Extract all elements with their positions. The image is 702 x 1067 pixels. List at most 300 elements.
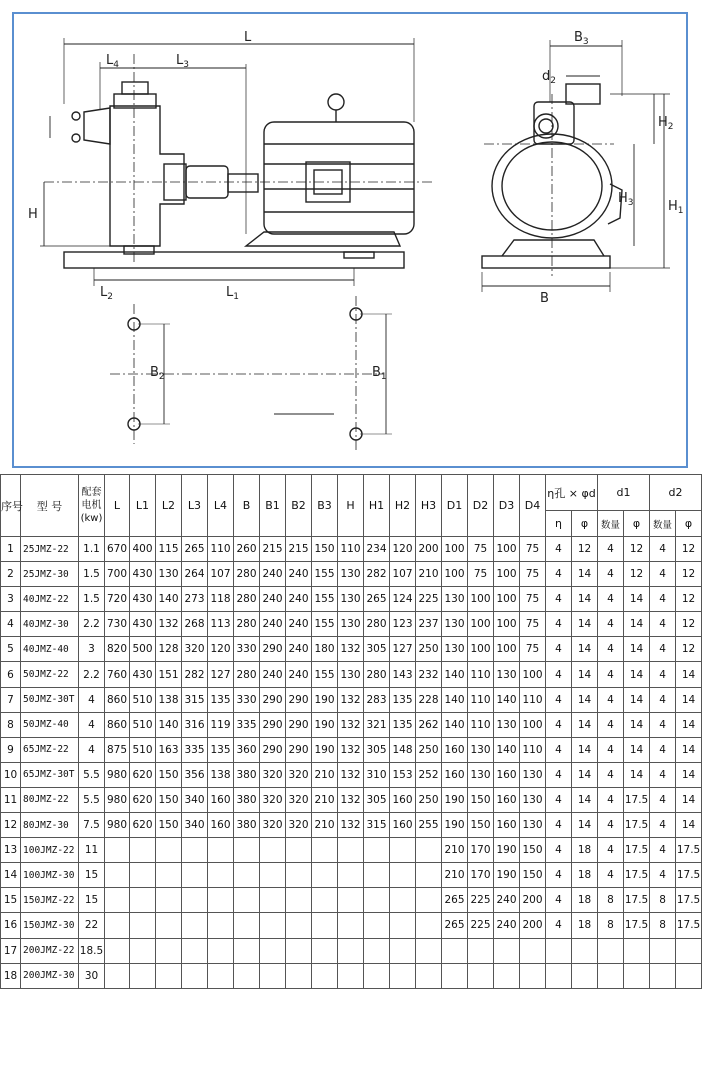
table-cell: 17.5 — [676, 838, 702, 863]
table-cell — [182, 938, 208, 963]
table-cell: 14 — [676, 787, 702, 812]
table-cell: 430 — [130, 587, 156, 612]
table-cell — [105, 938, 130, 963]
table-cell: 4 — [79, 737, 105, 762]
table-cell: 4 — [546, 537, 572, 562]
table-cell: 215 — [260, 537, 286, 562]
table-cell — [416, 913, 442, 938]
end-view — [482, 40, 670, 292]
table-cell — [520, 938, 546, 963]
dim-label-H3: $H_3$ — [618, 191, 634, 208]
row-seq-cell: 3 — [1, 587, 21, 612]
table-cell: 4 — [598, 612, 624, 637]
row-model-cell: 80JMZ-30 — [21, 813, 79, 838]
table-cell — [234, 838, 260, 863]
table-cell: 305 — [364, 787, 390, 812]
table-row — [1, 737, 702, 762]
header-model: 型 号 — [21, 475, 79, 537]
table-cell: 240 — [286, 612, 312, 637]
row-model-cell: 65JMZ-22 — [21, 737, 79, 762]
table-cell: 155 — [312, 662, 338, 687]
table-cell — [338, 863, 364, 888]
row-model-cell: 40JMZ-22 — [21, 587, 79, 612]
table-cell: 250 — [416, 787, 442, 812]
table-cell: 290 — [286, 737, 312, 762]
table-cell: 130 — [494, 662, 520, 687]
table-cell: 252 — [416, 762, 442, 787]
table-cell — [260, 888, 286, 913]
table-cell: 100 — [494, 587, 520, 612]
base-frame — [64, 252, 404, 268]
table-cell: 14 — [624, 737, 650, 762]
table-cell: 110 — [208, 537, 234, 562]
table-cell — [650, 938, 676, 963]
table-cell: 132 — [338, 712, 364, 737]
row-model-cell: 100JMZ-30 — [21, 863, 79, 888]
table-cell: 730 — [105, 612, 130, 637]
table-cell: 75 — [520, 612, 546, 637]
row-seq-cell: 17 — [1, 938, 21, 963]
table-cell: 3 — [79, 637, 105, 662]
table-cell: 12 — [676, 612, 702, 637]
table-cell: 4 — [650, 863, 676, 888]
table-cell: 14 — [676, 813, 702, 838]
table-cell: 150 — [312, 537, 338, 562]
table-cell: 264 — [182, 562, 208, 587]
table-cell: 100 — [520, 712, 546, 737]
table-cell — [312, 838, 338, 863]
table-cell — [416, 863, 442, 888]
table-cell: 132 — [338, 813, 364, 838]
row-model-cell: 200JMZ-22 — [21, 938, 79, 963]
table-cell: 107 — [390, 562, 416, 587]
table-cell — [364, 938, 390, 963]
pump-outlet-neck — [122, 82, 148, 94]
table-cell: 8 — [598, 913, 624, 938]
table-cell: 4 — [598, 712, 624, 737]
table-cell: 14 — [624, 637, 650, 662]
table-cell: 14 — [624, 712, 650, 737]
table-cell — [130, 863, 156, 888]
pump-casing — [110, 106, 184, 246]
table-cell: 190 — [442, 813, 468, 838]
table-cell: 17.5 — [624, 813, 650, 838]
row-seq-cell: 10 — [1, 762, 21, 787]
table-cell: 75 — [520, 537, 546, 562]
table-cell — [390, 838, 416, 863]
table-cell: 160 — [208, 813, 234, 838]
table-cell: 4 — [650, 787, 676, 812]
table-cell — [286, 963, 312, 988]
row-model-cell: 40JMZ-30 — [21, 612, 79, 637]
table-cell: 4 — [598, 737, 624, 762]
table-cell: 14 — [624, 587, 650, 612]
table-cell: 430 — [130, 662, 156, 687]
table-cell: 4 — [650, 813, 676, 838]
table-cell — [338, 938, 364, 963]
table-cell: 8 — [598, 888, 624, 913]
table-row — [1, 562, 702, 587]
table-cell: 14 — [572, 737, 598, 762]
table-cell: 250 — [416, 637, 442, 662]
table-cell: 100 — [494, 537, 520, 562]
table-cell — [572, 963, 598, 988]
table-cell: 100 — [494, 562, 520, 587]
table-cell: 215 — [286, 537, 312, 562]
table-cell: 820 — [105, 637, 130, 662]
table-cell: 30 — [79, 963, 105, 988]
table-cell: 14 — [572, 813, 598, 838]
table-cell: 510 — [130, 712, 156, 737]
table-cell — [416, 838, 442, 863]
table-cell: 124 — [390, 587, 416, 612]
pump-foot — [124, 246, 154, 254]
table-cell — [598, 938, 624, 963]
row-model-cell: 50JMZ-40 — [21, 712, 79, 737]
table-cell: 22 — [79, 913, 105, 938]
table-cell: 160 — [442, 762, 468, 787]
table-cell: 160 — [494, 762, 520, 787]
table-row — [1, 963, 702, 988]
pump-inlet-flange — [84, 108, 110, 144]
table-cell — [624, 938, 650, 963]
table-cell: 4 — [598, 562, 624, 587]
table-cell: 14 — [676, 687, 702, 712]
table-cell: 14 — [676, 737, 702, 762]
table-cell: 140 — [494, 737, 520, 762]
row-seq-cell: 12 — [1, 813, 21, 838]
table-cell: 118 — [208, 587, 234, 612]
table-row — [1, 787, 702, 812]
table-cell — [208, 963, 234, 988]
table-cell: 335 — [234, 712, 260, 737]
table-cell: 860 — [105, 687, 130, 712]
table-cell: 330 — [234, 687, 260, 712]
row-model-cell: 25JMZ-30 — [21, 562, 79, 587]
table-cell: 132 — [156, 612, 182, 637]
table-cell: 320 — [286, 787, 312, 812]
table-cell: 240 — [260, 562, 286, 587]
dim-label-B: B — [540, 291, 549, 306]
table-cell: 130 — [338, 587, 364, 612]
table-cell — [416, 963, 442, 988]
table-cell: 320 — [286, 813, 312, 838]
table-cell: 282 — [364, 562, 390, 587]
table-cell: 1.5 — [79, 587, 105, 612]
table-cell: 14 — [572, 687, 598, 712]
table-cell — [442, 938, 468, 963]
table-cell: 110 — [520, 737, 546, 762]
table-cell: 240 — [494, 888, 520, 913]
table-cell: 160 — [494, 813, 520, 838]
table-cell: 335 — [182, 737, 208, 762]
table-cell: 268 — [182, 612, 208, 637]
table-cell: 4 — [598, 587, 624, 612]
table-cell: 18 — [572, 888, 598, 913]
header-col: L2 — [156, 475, 182, 537]
dim-label-H: H — [28, 207, 38, 222]
header-col: H1 — [364, 475, 390, 537]
table-row — [1, 662, 702, 687]
table-row — [1, 863, 702, 888]
table-cell: 4 — [546, 888, 572, 913]
table-cell: 200 — [520, 913, 546, 938]
table-cell: 980 — [105, 813, 130, 838]
table-row — [1, 587, 702, 612]
row-model-cell: 100JMZ-22 — [21, 838, 79, 863]
table-cell: 140 — [494, 687, 520, 712]
table-cell — [286, 938, 312, 963]
table-cell: 11 — [79, 838, 105, 863]
row-seq-cell: 11 — [1, 787, 21, 812]
table-cell: 130 — [442, 587, 468, 612]
table-cell — [234, 938, 260, 963]
table-cell — [156, 838, 182, 863]
dimension-labels — [28, 30, 684, 382]
table-cell: 150 — [468, 787, 494, 812]
header-sub: φ — [572, 511, 598, 537]
table-cell: 140 — [442, 687, 468, 712]
table-cell: 14 — [572, 562, 598, 587]
table-cell — [338, 963, 364, 988]
table-cell: 4 — [650, 762, 676, 787]
header-sub: φ — [676, 511, 702, 537]
table-cell: 4 — [650, 587, 676, 612]
table-cell: 160 — [494, 787, 520, 812]
table-cell: 262 — [416, 712, 442, 737]
table-cell — [546, 938, 572, 963]
table-cell: 5.5 — [79, 787, 105, 812]
row-seq-cell: 2 — [1, 562, 21, 587]
table-cell: 4 — [546, 612, 572, 637]
table-cell — [572, 938, 598, 963]
table-row — [1, 813, 702, 838]
table-cell: 132 — [338, 787, 364, 812]
header-d2-group: d2 — [650, 475, 702, 511]
table-cell: 234 — [364, 537, 390, 562]
table-cell: 4 — [598, 787, 624, 812]
table-cell: 140 — [442, 662, 468, 687]
header-col: L4 — [208, 475, 234, 537]
table-cell: 225 — [416, 587, 442, 612]
table-cell: 200 — [416, 537, 442, 562]
table-cell: 210 — [416, 562, 442, 587]
table-cell: 4 — [598, 762, 624, 787]
table-cell: 115 — [156, 537, 182, 562]
table-cell: 12 — [624, 562, 650, 587]
table-cell: 670 — [105, 537, 130, 562]
table-cell: 150 — [520, 838, 546, 863]
side-view — [40, 38, 434, 286]
table-cell — [130, 888, 156, 913]
table-cell — [182, 888, 208, 913]
table-cell: 430 — [130, 562, 156, 587]
table-cell: 150 — [520, 863, 546, 888]
table-cell: 148 — [390, 737, 416, 762]
table-cell — [208, 938, 234, 963]
table-cell: 75 — [468, 562, 494, 587]
table-cell: 14 — [572, 612, 598, 637]
table-cell — [416, 938, 442, 963]
table-cell: 140 — [156, 712, 182, 737]
table-cell: 4 — [650, 712, 676, 737]
header-col: B1 — [260, 475, 286, 537]
table-cell: 190 — [494, 838, 520, 863]
table-cell: 225 — [468, 913, 494, 938]
header-col: H2 — [390, 475, 416, 537]
dim-label-B1: $B_1$ — [372, 365, 387, 382]
table-row — [1, 637, 702, 662]
table-cell: 14 — [624, 662, 650, 687]
row-seq-cell: 13 — [1, 838, 21, 863]
table-cell — [338, 838, 364, 863]
table-row — [1, 762, 702, 787]
table-cell: 280 — [234, 612, 260, 637]
table-cell — [390, 913, 416, 938]
table-cell: 290 — [286, 712, 312, 737]
table-cell — [156, 863, 182, 888]
table-cell: 2.2 — [79, 612, 105, 637]
table-cell: 14 — [572, 637, 598, 662]
end-base — [482, 256, 610, 268]
table-cell — [468, 938, 494, 963]
header-motor — [79, 475, 105, 537]
table-cell: 282 — [182, 662, 208, 687]
header-motor-unit: (kw) — [80, 513, 103, 524]
table-cell — [130, 938, 156, 963]
table-cell: 155 — [312, 562, 338, 587]
table-row — [1, 838, 702, 863]
dim-label-B3: $B_3$ — [574, 30, 589, 47]
table-cell: 310 — [364, 762, 390, 787]
table-row — [1, 913, 702, 938]
table-cell: 620 — [130, 813, 156, 838]
header-col: L1 — [130, 475, 156, 537]
table-cell: 4 — [79, 712, 105, 737]
header-seq: 序号 — [1, 475, 21, 537]
table-cell: 75 — [468, 537, 494, 562]
table-cell — [208, 838, 234, 863]
table-header — [1, 475, 702, 537]
table-cell: 240 — [286, 562, 312, 587]
table-cell: 240 — [494, 913, 520, 938]
table-cell — [312, 863, 338, 888]
header-col: L — [105, 475, 130, 537]
table-cell: 130 — [338, 562, 364, 587]
table-cell: 5.5 — [79, 762, 105, 787]
header-col: B3 — [312, 475, 338, 537]
table-cell: 510 — [130, 687, 156, 712]
table-cell — [130, 913, 156, 938]
table-cell — [286, 838, 312, 863]
table-row — [1, 712, 702, 737]
table-cell: 15 — [79, 888, 105, 913]
table-cell: 280 — [234, 562, 260, 587]
table-cell — [260, 863, 286, 888]
table-cell: 135 — [208, 687, 234, 712]
table-cell: 4 — [650, 537, 676, 562]
table-cell: 130 — [468, 762, 494, 787]
table-cell: 340 — [182, 787, 208, 812]
table-cell: 100 — [468, 587, 494, 612]
table-cell: 163 — [156, 737, 182, 762]
table-cell: 500 — [130, 637, 156, 662]
table-cell: 4 — [650, 637, 676, 662]
table-cell: 138 — [156, 687, 182, 712]
row-seq-cell: 7 — [1, 687, 21, 712]
table-cell: 4 — [650, 838, 676, 863]
table-cell: 135 — [208, 737, 234, 762]
table-cell: 135 — [390, 712, 416, 737]
table-cell — [364, 838, 390, 863]
table-cell: 130 — [338, 662, 364, 687]
table-cell: 4 — [650, 562, 676, 587]
pump-drawing-frame — [12, 12, 688, 468]
table-cell: 130 — [442, 637, 468, 662]
table-cell — [105, 863, 130, 888]
table-cell: 240 — [286, 662, 312, 687]
table-cell — [494, 963, 520, 988]
table-cell: 130 — [520, 787, 546, 812]
table-row — [1, 687, 702, 712]
table-cell: 14 — [676, 662, 702, 687]
row-model-cell: 50JMZ-30T — [21, 687, 79, 712]
table-cell — [234, 888, 260, 913]
table-cell — [624, 963, 650, 988]
table-cell — [494, 938, 520, 963]
table-cell: 4 — [598, 637, 624, 662]
table-cell: 127 — [208, 662, 234, 687]
row-seq-cell: 4 — [1, 612, 21, 637]
flange-bolt — [72, 112, 80, 120]
table-cell: 240 — [260, 662, 286, 687]
table-cell: 305 — [364, 737, 390, 762]
table-cell: 280 — [364, 612, 390, 637]
table-cell — [130, 838, 156, 863]
table-cell: 228 — [416, 687, 442, 712]
table-cell: 720 — [105, 587, 130, 612]
header-d1-group: d1 — [598, 475, 650, 511]
header-col: B2 — [286, 475, 312, 537]
header-col: D1 — [442, 475, 468, 537]
table-cell: 232 — [416, 662, 442, 687]
table-cell: 130 — [338, 612, 364, 637]
table-cell: 17.5 — [624, 913, 650, 938]
table-cell: 100 — [520, 662, 546, 687]
table-row — [1, 612, 702, 637]
table-cell: 4 — [546, 787, 572, 812]
dim-label-L: L — [244, 30, 252, 45]
table-cell: 380 — [234, 813, 260, 838]
table-cell: 320 — [286, 762, 312, 787]
table-cell: 4 — [598, 838, 624, 863]
table-cell — [312, 888, 338, 913]
header-col: D2 — [468, 475, 494, 537]
table-cell: 130 — [520, 813, 546, 838]
table-cell — [234, 913, 260, 938]
table-cell: 12 — [624, 537, 650, 562]
table-cell: 4 — [546, 687, 572, 712]
table-cell: 340 — [182, 813, 208, 838]
dim-label-L2: $L_2$ — [100, 285, 113, 302]
table-cell: 170 — [468, 863, 494, 888]
table-cell: 110 — [520, 687, 546, 712]
header-sub: 数量 — [598, 511, 624, 537]
table-cell: 130 — [156, 562, 182, 587]
outlet-flange-end — [566, 84, 600, 104]
table-cell: 4 — [546, 737, 572, 762]
table-cell: 17.5 — [676, 913, 702, 938]
